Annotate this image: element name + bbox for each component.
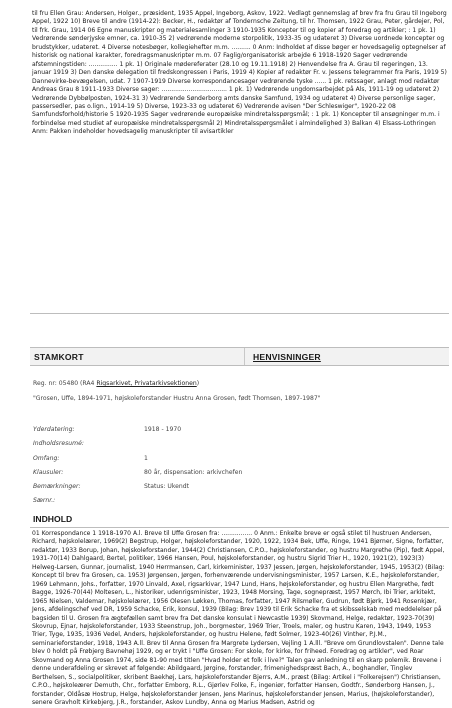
archive-title-quote: "Grosen, Uffe, 1894-1971, højskoleforstander Hustru Anna Grosen, født Thomsen, 1897-1987" (33, 395, 321, 402)
meta-value: Status: Ukendt (144, 483, 190, 491)
meta-key: Klausuler: (33, 468, 64, 476)
meta-value: 1 (144, 454, 148, 462)
henvisninger-link[interactable]: HENVISNINGER (244, 348, 325, 365)
archive-content-block-bottom (0, 530, 452, 707)
meta-row-klausuler (33, 469, 242, 483)
meta-key: Yderdatering: (33, 426, 75, 433)
registration-line (33, 380, 199, 387)
registration-suffix: ) (196, 380, 200, 387)
meta-key: Indholdsresumé: (33, 440, 84, 448)
meta-key: Omfang: (33, 454, 60, 462)
section-header-row (30, 347, 449, 366)
rigsarkivet-link[interactable]: Rigsarkivet, Privatarkivsektionen (96, 380, 197, 387)
archive-content-text-top: til fru Ellen Grau: Andersen, Holger., præsident, 1935 Appel, Ingeborg, Askov, 1922. Vedlagt gennemslag af brev fra fru Grau til Ingeborg Appel, 1922 10) Breve til andre (1914-22): Becker, H., redaktør af Tondernsche Zeitung, til hr. Thomsen, 1922 Grau, Peter, gårdejer, Pol, til frk. Grau, 1914 06 Egne manuskripter og materialesamlinger 3 1910-1935 Koncepter til og kopier af foredrag og artikler; : 1 pk. 1) Vedrørende sønderjyske emner, ca. 1910-35 2) vedrørende moderne storpolitik, 1933-35 og udateret 3) Diverse uordnede koncepter og brudstykker, udateret. 4 Diverse notesbøger, kollegiehefter m.m. .......... 0 Anm: Indholdet af disse bøger er hovedsagelig optegnelser af historisk og national karakter, foredragsmanuskripter m.m. 07 Faglig/organisatorisk arbejde 6 1918-1920 Sager vedrørende afstemningstiden: ............... 1 pk. 1) Originale mødereferater (28.10 og 19.11.1918) 2) Henvendelse fra A. Grau til regeringen, 13. januar 1919 3) Den danske delegation til fredskongressen i Paris, 1919 4) Kopier af redaktør Fr. v. Jessens telegrammer fra Paris, 1919 5) Dannevirke-bevægelsen, udat. 7 1907-1919 Diverse korrespondancesager vedrørende tyske ...... 1 pk. retssager, anlagt mod redaktør Andreas Grau 8 1911-1933 Diverse sager: .................................. 1 pk. 1) Vedrørende ungdomsarbejdet på Als, 1911-19 og udateret 2) Vedrørende Dybbølposten, 1924-31 3) Vedrørende Sønderborg amts danske Samfund, 1934 og udateret 4) Diverse personlige sager, passersedler, pas o.lign., 1914-19 5) Diverse, 1923-33 og udateret 6) Vedrørende avisen "Der Schleswiger", 1920-22 08 Samfundsforhold/historie 5 1920-1935 Sager vedrørende europæiske mindretalsspørgsmål; : 1 pk. 1) Koncepter til ansøgninger m.m. i forbindelse med studiet af europæiske mindretalsspørgsmål 2) Mindretalsspørgsmålet i almindelighed 3) Balkan 4) Elsass-Lothringen Anm: Pakken indeholder hovedsagelig manuskripter til avisartikler (32, 10, 447, 136)
archive-content-block-top (0, 10, 452, 310)
meta-row-indholdsresume (33, 440, 242, 454)
meta-row-bemaerkninger (33, 483, 242, 497)
registration-prefix: Reg. nr: 05480 (RA4 (33, 380, 97, 387)
meta-row-yderdatering (33, 426, 242, 440)
divider-line (30, 313, 449, 314)
archive-content-text-bottom: 01 Korrespondance 1 1918-1970 A.l. Breve til Uffe Grosen fra: ................ 0 Anm.: Enkelte breve er også stilet til hustruen Andersen, Richard, højskolelærer, 1969(2) Begstrup, Holger, højskoleforstander, 1920, 1922, 1934 Bek, Uffe, Ringe, 1941 Bjørner, Signe, forfatter, redaktør, 1933 Borup, Johan, højskoleforstander, 1944(2) Christiansen, C.P.O., højskoleforstander, og hustru Margrethe (Pip), født Appel, 1931-70(14) Dahlgaard, Bertel, politiker, 1966 Hansen, Poul, højskoleforstander, og hustru Sigrid Trier H., 1920, 1921(2), 1923(3) Helweg-Larsen, Gunnar, journalist, 1940 Herrmansen, Carl, kirkeminister, 1937 Jessen, Jørgen, højskoleforstander, 1945, 1953(2) (Bilag: Koncept til brev fra Grosen, ca. 1953) Jørgensen, Jørgen, forhenværende undervisningsminister, 1957 Larsen, K.E., højskoleforstander, 1969 Lehmann, Johs., forfatter, 1970 Linvald, Axel, rigsarkivar, 1947 Lund, Hans, højskoleforstander, og hustru Ellen Margrethe, født Bagge, 1926-70(44) Moltesen, L., historiker, udenrigsminister, 1923, 1948 Morsing, Tage, sognepræst, 1957 Mørch, Ibi Trier, arkitekt, 1965 Nielsen, Valdemar, højskolelærer, 1956 Olesen Løkken, Thomas, forfatter, 1947 Rilsmøller, Gudrun, født Bjørk, 1941 Rosenkjær, Jens, afdelingschef ved DR, 1959 Schacke, Erik, konsul, 1939 (Bilag: Brev 1939 til Erik Schacke fra et skibsselskab med meddelelser på bagsiden til U. Grosen fra ægtefællen samt brev fra Det danske konsulat i Newcastle 1939) Skovmand, Helge, redaktør, 1923-70(39) Skovrup, Ejnar, højskoleforstander, 1933 Steenstrup, Joh., borgmester, 1969 Trier, Troels, maler, og hustru Karen, 1943, 1949, 1953 Trier, Tyge, 1935, 1936 Vedel, Anders, højskoleforstander, og hustru Helene, født Solmer, 1923-40(26) Vinther, P.J.M., seminarieforstander, 1918, 1943 A.ll. Brev til Anna Grosen fra Margrete Lydersen, Vejling 1 A.lll. "Breve om Grundlovstalen". Denne tale blev 0 holdt på Frøbjerg Bavnehøj 1929, og er trykt i "Uffe Grosen: For skole, for kirke, for friheed. Foredrag og artikler", ved Roar Skovmand og Anna Grosen 1974, side 81-90 med titlen "Hvad holder et folk i live?" Talen gav anledning til en skarp polemik. Brevene i denne underafdeling er skrevet af følgende: Abildgaard, Jørgine, forstander, frimenighedspræst Bach, A., boghandler, Tinglev Berthelsen, S., socialpolitiker, skribent Baekhøj, Lars, højskoleforstander Bjerrs, A.M., præst (Bilag: Artikel i "Folkerejsen") Christiansen, C.P.O., højskoleærer Demuth, Chr., forfatter Emborg, R.L., Gjørlev Folke, F., ingeniør, forfatter Hansen, Godtfr., Sønderborg Hansen, J., forstander, Oldåsæ Hostrup, Helge, højskoleforstander Jensen, Jens Marinus, højskoleforstander Jensen, Marius, (højskoleforstander), senere Gravholt Kirkebjerg, J.R., forstander, Askov Lundby, Anna og Marius Madsen, Astrid og (32, 530, 445, 707)
meta-row-saernr (33, 497, 242, 511)
meta-value: 1918 - 1970 (144, 426, 182, 433)
metadata-list (33, 426, 242, 512)
meta-key: Bemærkninger: (33, 483, 81, 491)
meta-value: 80 år, dispensation: arkivchefen (144, 468, 243, 476)
stamkort-heading: STAMKORT (34, 352, 84, 362)
divider-line (30, 527, 449, 528)
indhold-heading: INDHOLD (33, 514, 73, 524)
meta-row-omfang (33, 455, 242, 469)
meta-key: Særnr.: (33, 497, 56, 505)
